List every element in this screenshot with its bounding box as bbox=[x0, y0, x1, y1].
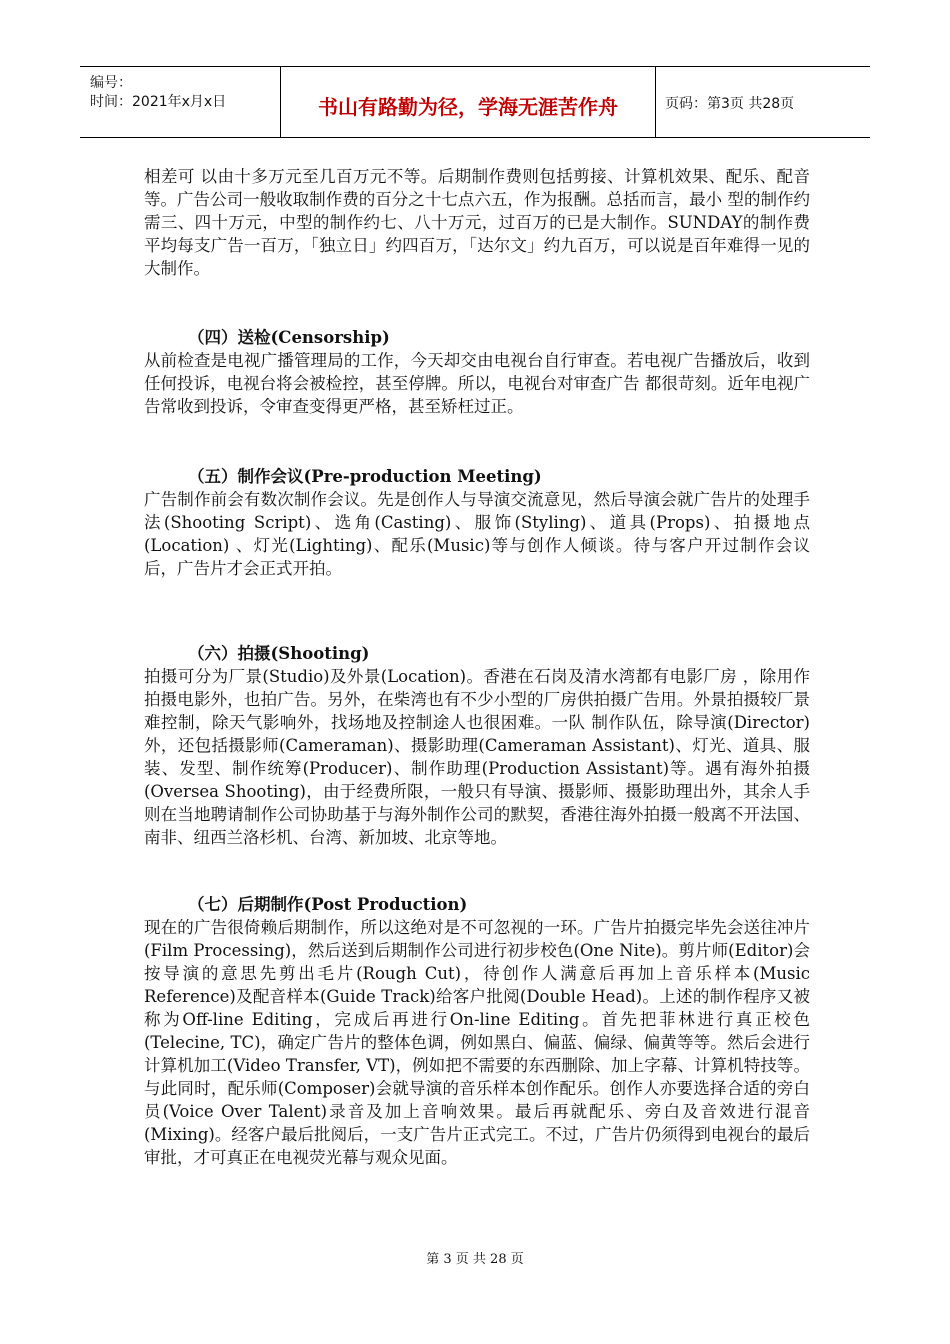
body-paragraph: 相差可 以由十多万元至几百万元不等。后期制作费则包括剪接、计算机效果、配乐、配音等。广告公司一般收取制作费的百分之十七点六五，作为报酬。总括而言，最小 型的制作约需三、四十万元，中型的制作约七、八十万元，过百万的已是大制作。SUNDAY的制作费平均每支广告一百万，「独立日」约四百万，「达尔文」约九百万，可以说是百年难得一见的大制作。 bbox=[144, 167, 810, 278]
document-time-label: 时间：2021年x月x日 bbox=[90, 94, 227, 110]
body-paragraph: 广告制作前会有数次制作会议。先是创作人与导演交流意见，然后导演会就广告片的处理手法(Shooting Script)、选角(Casting)、服饰(Styling)、道具(Props)、拍摄地点(Location) 、灯光(Lighting)、配乐(Music)等与创作人倾谈。待与客户开过制作会议后，广告片才会正式开拍。 bbox=[144, 490, 810, 578]
document-number-label: 编号： bbox=[90, 75, 132, 91]
header-page-cell bbox=[655, 67, 870, 137]
page-header bbox=[80, 66, 870, 138]
section-heading-censorship: （四）送检(Censorship) bbox=[188, 328, 390, 347]
header-page-number: 页码：第3页 共28页 bbox=[665, 96, 795, 112]
section-heading-shooting: （六）拍摄(Shooting) bbox=[188, 644, 370, 663]
body-paragraph: 现在的广告很倚赖后期制作，所以这绝对是不可忽视的一环。广告片拍摄完毕先会送往冲片(Film Processing)，然后送到后期制作公司进行初步校色(One Nite)。剪片师(Editor)会按导演的意思先剪出毛片(Rough Cut)，待创作人满意后再加上音乐样本(Music Reference)及配音样本(Guide Track)给客户批阅(Double Head)。上述的制作程序又被称为Off-line Editing，完成后再进行On-line Editing。首先把菲林进行真正校色(Telecine, TC)，确定广告片的整体色调，例如黑白、偏蓝、偏绿、偏黄等等。然后会进行计算机加工(Video Transfer, VT)，例如把不需要的东西删除、加上字幕、计算机特技等。与此同时，配乐师(Composer)会就导演的音乐样本创作配乐。创作人亦要选择合适的旁白员(Voice Over Talent)录音及加上音响效果。最后再就配乐、旁白及音效进行混音(Mixing)。经客户最后批阅后，一支广告片正式完工。不过，广告片仍须得到电视台的最后审批，才可真正在电视荧光幕与观众见面。 bbox=[144, 918, 810, 1167]
header-motto-cell bbox=[280, 67, 656, 137]
header-motto: 书山有路勤为径，学海无涯苦作舟 bbox=[318, 95, 618, 119]
body-paragraph: 从前检查是电视广播管理局的工作，今天却交由电视台自行审查。若电视广告播放后，收到任何投诉，电视台将会被检控，甚至停牌。所以，电视台对审查广告 都很苛刻。近年电视广告常收到投诉，令审查变得更严格，甚至矫枉过正。 bbox=[144, 351, 810, 416]
header-info-cell bbox=[80, 67, 280, 137]
section-heading-post-production: （七）后期制作(Post Production) bbox=[188, 895, 468, 914]
page-footer: 第 3 页 共 28 页 bbox=[426, 1252, 524, 1267]
body-paragraph: 拍摄可分为厂景(Studio)及外景(Location)。香港在石岗及清水湾都有电影厂房 ，除用作拍摄电影外，也拍广告。另外，在柴湾也有不少小型的厂房供拍摄广告用。外景拍摄较厂景难控制，除天气影响外，找场地及控制途人也很困难。一队 制作队伍，除导演(Director)外，还包括摄影师(Cameraman)、摄影助理(Cameraman Assistant)、灯光、道具、服装、发型、制作统筹(Producer)、制作助理(Production Assistant)等。遇有海外拍摄(Oversea Shooting)，由于经费所限，一般只有导演、摄影师、摄影助理出外，其余人手则在当地聘请制作公司协助基于与海外制作公司的默契，香港往海外拍摄一般离不开法国、南非、纽西兰洛杉机、台湾、新加坡、北京等地。 bbox=[144, 667, 810, 847]
section-heading-pre-production: （五）制作会议(Pre-production Meeting) bbox=[188, 467, 542, 486]
document-body bbox=[144, 165, 810, 1169]
